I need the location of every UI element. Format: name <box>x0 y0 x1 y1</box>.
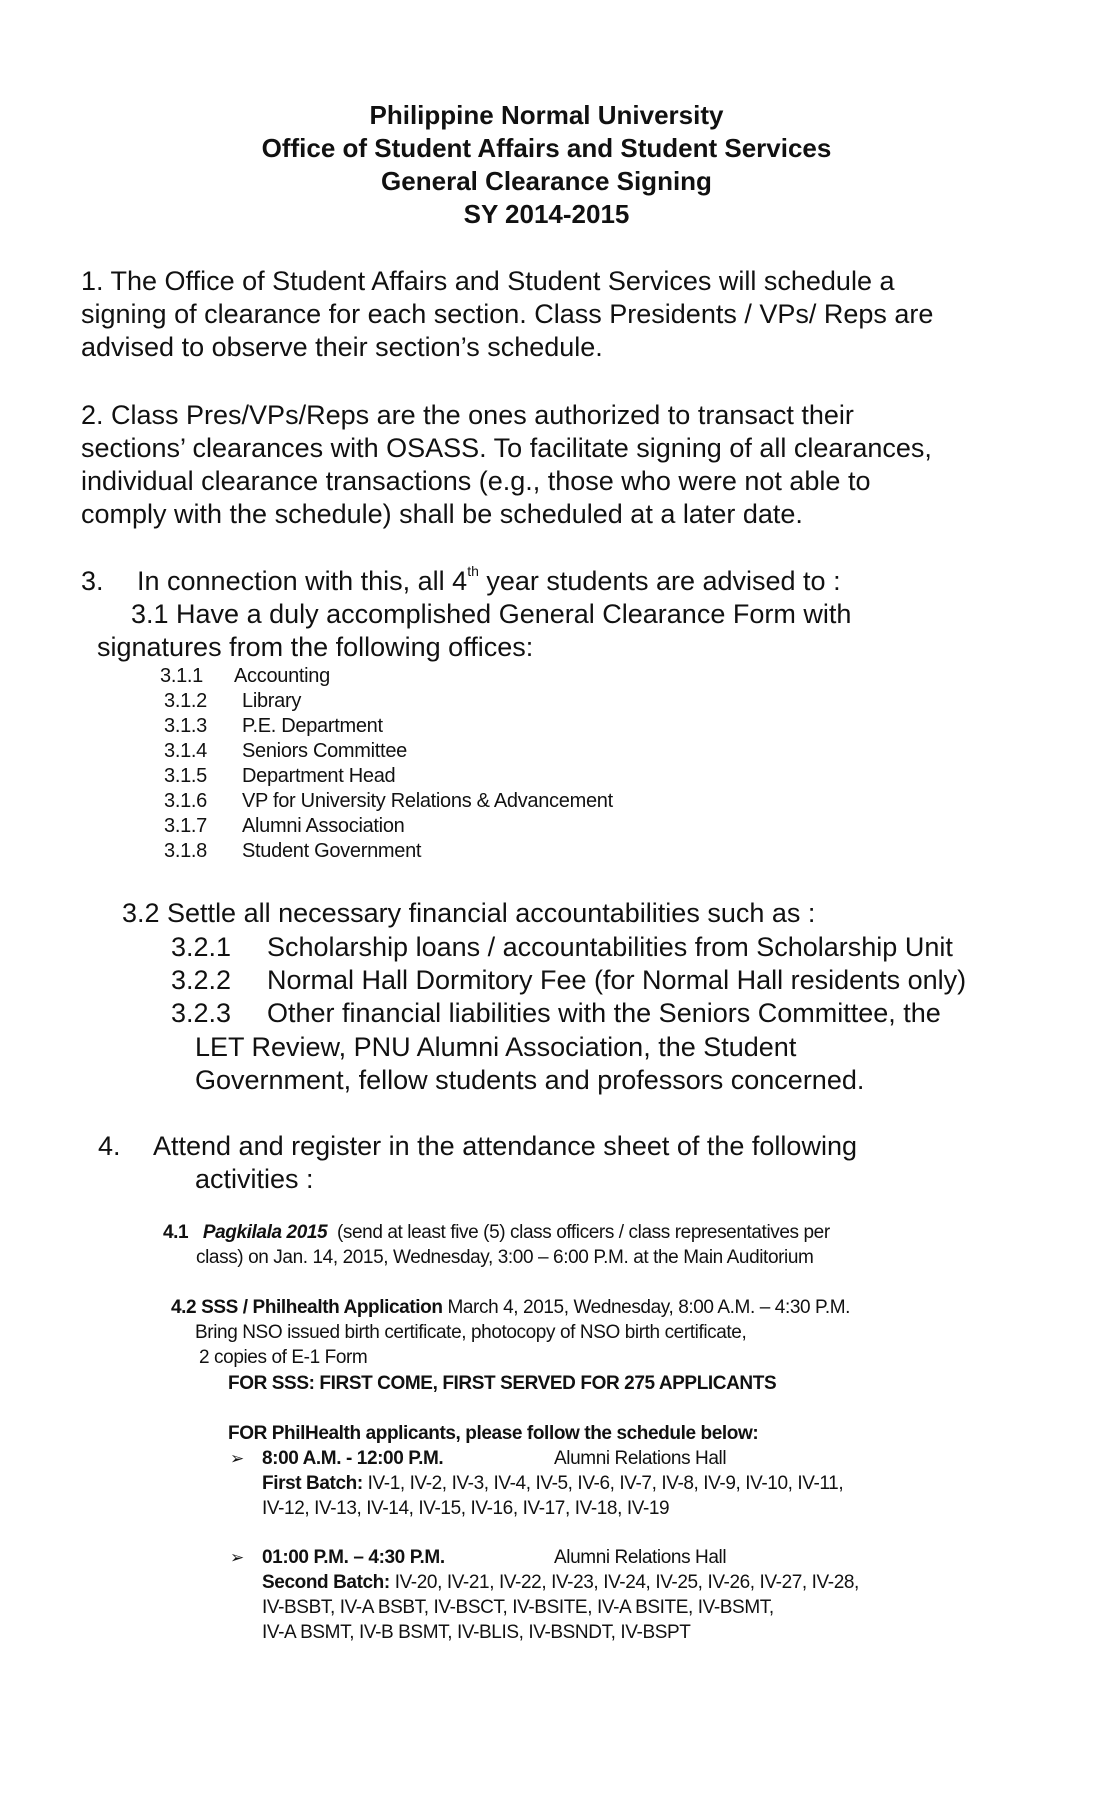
office-number: 3.1.4 <box>164 740 207 762</box>
office-number: 3.1.7 <box>164 815 207 837</box>
activity-4-2-line: 2 copies of E-1 Form <box>199 1347 368 1368</box>
arrow-bullet-icon: ➢ <box>230 1449 244 1468</box>
batch-time: 01:00 P.M. – 4:30 P.M. <box>262 1547 445 1568</box>
batch-venue: Alumni Relations Hall <box>554 1547 727 1568</box>
financial-item: Normal Hall Dormitory Fee (for Normal Hall residents only) <box>267 965 967 995</box>
ordinal-suffix: th <box>467 563 479 579</box>
office-number: 3.1.2 <box>164 690 207 712</box>
university-name: Philippine Normal University <box>369 100 724 130</box>
batch-sections: IV-20, IV-21, IV-22, IV-23, IV-24, IV-25, IV-26, IV-27, IV-28, <box>389 1572 859 1593</box>
office-name: Alumni Association <box>242 815 405 837</box>
financial-item: Scholarship loans / accountabilities from Scholarship Unit <box>267 932 953 962</box>
office-name: VP for University Relations & Advancement <box>242 790 613 812</box>
batch-sections: IV-A BSMT, IV-B BSMT, IV-BLIS, IV-BSNDT, IV-BSPT <box>262 1622 691 1643</box>
para2-line: comply with the schedule) shall be scheduled at a later date. <box>81 499 803 529</box>
financial-number: 3.2.1 <box>171 932 232 962</box>
document-title: General Clearance Signing <box>381 166 712 196</box>
batch-line <box>262 1573 859 1592</box>
para2-line: individual clearance transactions (e.g., those who were not able to <box>81 466 871 496</box>
para2-line: 2. Class Pres/VPs/Reps are the ones authorized to transact their <box>81 400 854 430</box>
office-number: 3.1.5 <box>164 765 207 787</box>
sss-note: FOR SSS: FIRST COME, FIRST SERVED FOR 275 APPLICANTS <box>228 1373 777 1394</box>
office-number: 3.1.3 <box>164 715 207 737</box>
batch-line <box>262 1474 843 1493</box>
activity-4-1-cont: class) on Jan. 14, 2015, Wednesday, 3:00 – 6:00 P.M. at the Main Auditorium <box>196 1247 814 1268</box>
activity-4-2 <box>171 1298 850 1317</box>
activity-number: 4.1 <box>163 1222 189 1243</box>
para4-line: Attend and register in the attendance sheet of the following <box>153 1131 857 1161</box>
office-name: Accounting <box>234 665 330 687</box>
para1-line: advised to observe their section’s schedule. <box>81 332 603 362</box>
batch-label: First Batch: <box>262 1473 363 1494</box>
para3-number: 3. <box>81 566 104 596</box>
para3-intro-a: In connection with this, all 4 <box>137 566 468 596</box>
office-name: Department Head <box>242 765 396 787</box>
school-year: SY 2014-2015 <box>463 199 630 229</box>
batch-venue: Alumni Relations Hall <box>554 1448 727 1469</box>
section-3-1-heading: 3.1 Have a duly accomplished General Clearance Form with <box>131 599 852 629</box>
activity-4-1 <box>163 1223 830 1242</box>
office-name: Student Government <box>242 840 422 862</box>
para4-number: 4. <box>98 1131 121 1161</box>
section-3-2-heading: 3.2 Settle all necessary financial accountabilities such as : <box>122 898 816 928</box>
activity-name: Pagkilala 2015 <box>202 1222 328 1243</box>
office-number: 3.1.8 <box>164 840 207 862</box>
para3-intro <box>137 563 841 596</box>
financial-number: 3.2.3 <box>171 998 232 1028</box>
batch-sections: IV-BSBT, IV-A BSBT, IV-BSCT, IV-BSITE, IV-A BSITE, IV-BSMT, <box>262 1597 774 1618</box>
para3-intro-b: year students are advised to : <box>478 566 841 596</box>
arrow-bullet-icon: ➢ <box>230 1548 244 1567</box>
financial-item: Other financial liabilities with the Seniors Committee, the <box>267 998 941 1028</box>
batch-sections: IV-1, IV-2, IV-3, IV-4, IV-5, IV-6, IV-7, IV-8, IV-9, IV-10, IV-11, <box>362 1473 844 1494</box>
section-3-1-heading-cont: signatures from the following offices: <box>97 632 534 662</box>
para4-line: activities : <box>195 1164 314 1194</box>
office-name: P.E. Department <box>242 715 383 737</box>
batch-sections: IV-12, IV-13, IV-14, IV-15, IV-16, IV-17, IV-18, IV-19 <box>262 1498 670 1519</box>
office-name: Office of Student Affairs and Student Services <box>261 133 832 163</box>
office-number: 3.1.1 <box>160 665 203 687</box>
para1-line: 1. The Office of Student Affairs and Student Services will schedule a <box>81 266 895 296</box>
activity-when: March 4, 2015, Wednesday, 8:00 A.M. – 4:30 P.M. <box>442 1297 851 1318</box>
activity-4-2-line: Bring NSO issued birth certificate, photocopy of NSO birth certificate, <box>195 1322 747 1343</box>
financial-number: 3.2.2 <box>171 965 232 995</box>
batch-time: 8:00 A.M. - 12:00 P.M. <box>262 1448 444 1469</box>
batch-label: Second Batch: <box>262 1572 390 1593</box>
office-number: 3.1.6 <box>164 790 207 812</box>
para2-line: sections’ clearances with OSASS. To facilitate signing of all clearances, <box>81 433 932 463</box>
office-name: Seniors Committee <box>242 740 407 762</box>
activity-desc: (send at least five (5) class officers / class representatives per <box>336 1222 830 1243</box>
philhealth-note: FOR PhilHealth applicants, please follow the schedule below: <box>228 1423 759 1444</box>
financial-cont-line: LET Review, PNU Alumni Association, the Student <box>195 1032 797 1062</box>
financial-cont-line: Government, fellow students and professors concerned. <box>195 1065 865 1095</box>
para1-line: signing of clearance for each section. Class Presidents / VPs/ Reps are <box>81 299 934 329</box>
activity-title: 4.2 SSS / Philhealth Application <box>171 1297 443 1318</box>
office-name: Library <box>242 690 302 712</box>
